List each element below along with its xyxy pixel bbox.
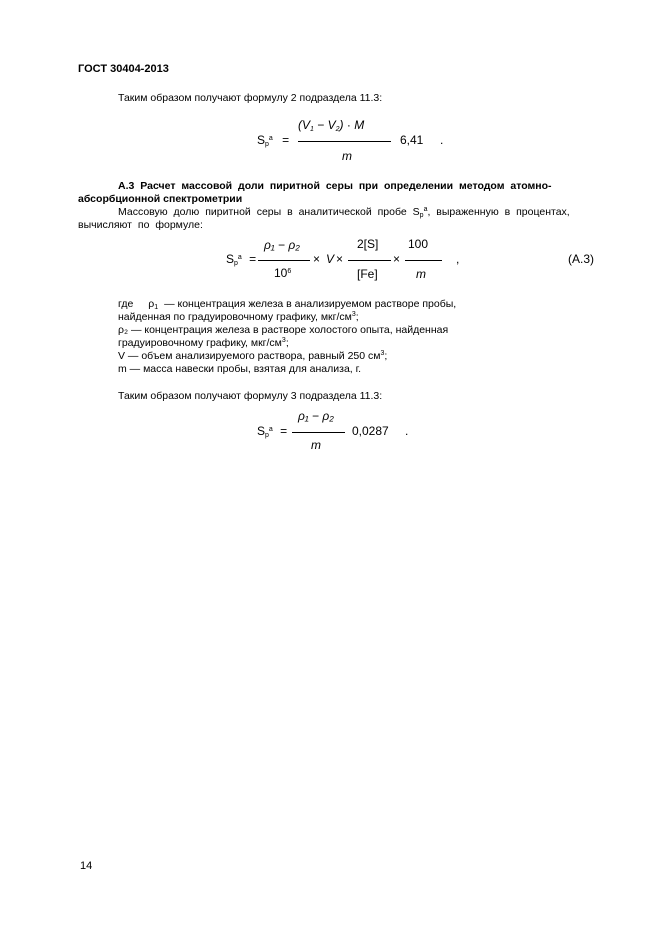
definition-rho2-cont: градуировочному графику, мкг/$см^3$; — [118, 337, 289, 349]
definition-rho2: ρ₂ — концентрация железа в растворе холостого опыта, найденная — [118, 324, 449, 336]
a3-volume-symbol: V — [326, 252, 335, 266]
formula3-lhs: Sp$^a$ = — [257, 424, 288, 439]
formula3-denominator: m — [311, 438, 321, 452]
definition-volume: V — объем анализируемого раствора, равный 250 $см^3$; — [118, 350, 388, 362]
a3-fraction1-denominator: $10^6$ — [274, 266, 292, 280]
definition-rho1-cont: найденная по градуировочному графику, мкг/$см^3$; — [118, 311, 359, 323]
a3-fraction2-numerator: 2[S] — [357, 237, 379, 251]
formula2-numerator: (V1 − V2) · M — [298, 118, 365, 133]
formula2-lhs: Sp$^a$ = — [257, 133, 290, 148]
a3-fraction3-denominator: m — [416, 267, 426, 281]
formula3-coefficient: 0,0287 — [352, 424, 389, 438]
formula2-denominator: m — [342, 149, 352, 163]
formula3-numerator: ρ₁ − ρ₂ — [298, 409, 334, 423]
formula2-coefficient: 6,41 — [400, 133, 424, 147]
a3-fraction3-numerator: 100 — [408, 237, 429, 251]
a3-fraction3-bar — [405, 260, 442, 261]
document-header: ГОСТ 30404-2013 — [78, 63, 169, 75]
section-title-line2: абсорбционной спектрометрии — [78, 193, 243, 205]
definition-rho1: где ρ1 — концентрация железа в анализируемом растворе пробы, — [118, 298, 457, 311]
formula3-period: . — [405, 424, 409, 438]
formula3-fraction-bar — [292, 432, 345, 433]
a3-equation-label: (А.3) — [568, 252, 595, 266]
formula2-period: . — [440, 133, 444, 147]
definition-mass: m — масса навески пробы, взятая для анализа, г. — [118, 363, 362, 375]
section-text-line1: Массовую долю пиритной серы в аналитической пробе Sp$^a$, выраженную в процентах, — [118, 206, 570, 219]
section-text-line2: вычисляют по формуле: — [78, 219, 203, 231]
section-title-line1: А.3 Расчет массовой доли пиритной серы при определении методом атомно- — [118, 180, 552, 192]
a3-comma: , — [456, 252, 460, 266]
a3-times-3: × — [393, 252, 401, 266]
page-number: 14 — [80, 860, 93, 872]
a3-times-1: × — [313, 252, 321, 266]
a3-times-2: × — [336, 252, 344, 266]
paragraph-formula3-intro: Таким образом получают формулу 3 подраздела 11.3: — [118, 390, 383, 402]
a3-lhs: Sp$^a$ = — [226, 252, 257, 267]
a3-fraction1-bar — [258, 260, 310, 261]
a3-fraction1-numerator: ρ₁ − ρ₂ — [264, 238, 300, 252]
formula2-fraction-bar — [298, 141, 391, 142]
a3-fraction2-bar — [348, 260, 391, 261]
a3-fraction2-denominator: [Fe] — [357, 267, 378, 281]
paragraph-formula2-intro: Таким образом получают формулу 2 подраздела 11.3: — [118, 92, 383, 104]
